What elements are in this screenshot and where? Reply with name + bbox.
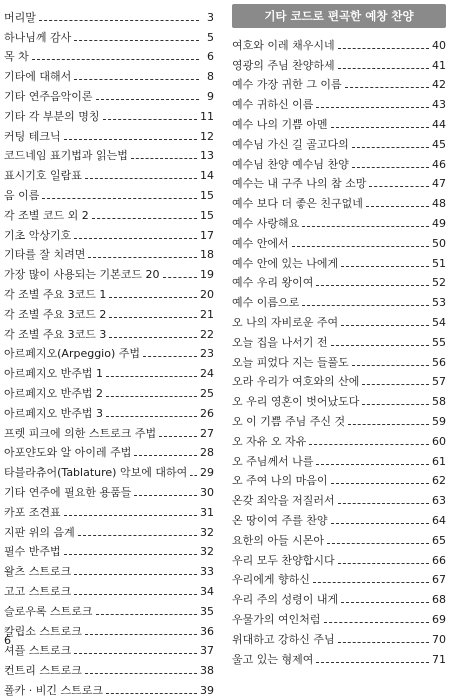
toc-entry-title: 예수님 찬양 예수님 찬양 [232, 157, 349, 171]
toc-entry [4, 380, 214, 400]
leader-dots [362, 404, 429, 405]
toc-entry-page: 18 [200, 248, 214, 262]
toc-entry-title: 아르페지오 반주법 1 [4, 367, 103, 381]
toc-entry [4, 479, 214, 499]
toc-entry-page: 30 [200, 485, 214, 499]
leader-dots [324, 622, 429, 623]
leader-dots [74, 238, 197, 239]
toc-entry-title: 오늘 피었다 지는 들풀도 [232, 355, 349, 369]
toc-entry [232, 527, 446, 547]
toc-entry-page: 28 [200, 446, 214, 460]
toc-entry-title: 표시기호 일람표 [4, 169, 82, 183]
toc-entry-page: 3 [207, 10, 214, 24]
toc-entry [4, 459, 214, 479]
toc-entry [232, 151, 446, 171]
leader-dots [106, 693, 197, 694]
toc-entry-page: 46 [432, 157, 446, 171]
toc-entry-page: 40 [432, 38, 446, 52]
leader-dots [316, 107, 429, 108]
leader-dots [309, 444, 429, 445]
leader-dots [85, 673, 197, 674]
toc-entry-page: 36 [200, 624, 214, 638]
toc-entry-page: 15 [200, 208, 214, 222]
leader-dots [341, 602, 429, 603]
toc-entry [4, 558, 214, 578]
leader-dots [316, 464, 429, 465]
toc-entry [232, 270, 446, 290]
leader-dots [106, 416, 197, 417]
leader-dots [64, 139, 197, 140]
toc-entry [4, 261, 214, 281]
leader-dots [85, 634, 197, 635]
toc-entry-page: 49 [432, 216, 446, 230]
toc-entry-page: 56 [432, 355, 446, 369]
toc-entry-page: 39 [200, 683, 214, 697]
toc-entry-title: 컨트리 스트로크 [4, 664, 82, 678]
toc-entry [232, 289, 446, 309]
leader-dots [109, 297, 197, 298]
toc-entry-title: 기타에 대해서 [4, 70, 72, 84]
toc-entry [232, 388, 446, 408]
toc-entry-page: 44 [432, 117, 446, 131]
toc-entry [232, 448, 446, 468]
toc-entry-title: 요한의 아들 시몬아 [232, 533, 325, 547]
toc-entry-title: 타블라츄어(Tablature) 악보에 대하여 [4, 466, 188, 480]
toc-entry-page: 6 [207, 50, 214, 64]
toc-entry-title: 머리말 [4, 10, 36, 24]
leader-dots [96, 614, 197, 615]
leader-dots [163, 277, 198, 278]
toc-entry-title: 예수 이름으로 [232, 296, 300, 310]
leader-dots [331, 483, 430, 484]
toc-entry-title: 온 땅이여 주를 찬양 [232, 513, 328, 527]
toc-entry [232, 171, 446, 191]
toc-entry-title: 지판 위의 음계 [4, 525, 75, 539]
toc-entry-page: 33 [200, 565, 214, 579]
toc-entry-page: 27 [200, 426, 214, 440]
toc-entry [4, 360, 214, 380]
toc-entry-title: 기타를 잘 치려면 [4, 248, 86, 262]
toc-entry [4, 618, 214, 638]
toc-entry-title: 각 조별 주요 3코드 2 [4, 307, 107, 321]
toc-entry-title: 음 이름 [4, 188, 40, 202]
leader-dots [106, 396, 197, 397]
toc-entry-page: 34 [200, 584, 214, 598]
toc-entry-title: 폴카 · 비긴 스트로크 [4, 683, 103, 697]
toc-entry-title: 슬로우록 스트로크 [4, 604, 93, 618]
toc-entry [232, 507, 446, 527]
leader-dots [338, 68, 429, 69]
toc-entry-title: 예수 귀하신 이름 [232, 98, 314, 112]
leader-dots [341, 325, 429, 326]
toc-entry-title: 온갖 죄악을 저질러서 [232, 494, 335, 508]
toc-entry [232, 586, 446, 606]
toc-entry-title: 아르페지오(Arpeggio) 주법 [4, 347, 141, 361]
leader-dots [74, 594, 197, 595]
leader-dots [331, 523, 430, 524]
toc-entry [4, 63, 214, 83]
toc-entry [232, 131, 446, 151]
toc-entry [4, 539, 214, 559]
toc-entry-page: 64 [432, 513, 446, 527]
leader-dots [32, 59, 199, 60]
toc-entry [232, 626, 446, 646]
toc-entry-title: 셔플 스트로크 [4, 644, 72, 658]
toc-entry [232, 111, 446, 131]
toc-entry [232, 428, 446, 448]
toc-entry-page: 22 [200, 327, 214, 341]
toc-entry-page: 32 [200, 545, 214, 559]
toc-entry [4, 657, 214, 677]
toc-entry-title: 예수 안에서 [232, 236, 289, 250]
toc-entry-title: 칼립소 스트로크 [4, 624, 82, 638]
toc-entry-page: 55 [432, 335, 446, 349]
leader-dots [109, 317, 197, 318]
toc-entry-page: 8 [207, 70, 214, 84]
toc-entry-page: 71 [432, 652, 446, 666]
toc-entry-page: 42 [432, 78, 446, 92]
toc-entry [232, 369, 446, 389]
toc-entry [232, 329, 446, 349]
leader-dots [352, 147, 429, 148]
leader-dots [338, 563, 429, 564]
toc-entry [4, 321, 214, 341]
toc-entry-page: 26 [200, 406, 214, 420]
toc-entry-title: 예수 안에 있는 나에게 [232, 256, 339, 270]
toc-entry-title: 필수 반주법 [4, 545, 61, 559]
toc-entry-page: 66 [432, 553, 446, 567]
toc-entry-title: 예수 우리 왕이여 [232, 276, 314, 290]
toc-entry-title: 기타 각 부분의 명칭 [4, 109, 100, 123]
toc-entry-page: 45 [432, 137, 446, 151]
toc-entry [4, 182, 214, 202]
leader-dots [352, 167, 429, 168]
toc-entry-page: 65 [432, 533, 446, 547]
toc-entry [232, 190, 446, 210]
toc-entry-page: 67 [432, 573, 446, 587]
toc-entry-title: 아르페지오 반주법 3 [4, 406, 103, 420]
leader-dots [64, 554, 197, 555]
toc-right-column [232, 4, 446, 666]
toc-entry [4, 341, 214, 361]
toc-entry-title: 오 우리 영혼이 벗어났도다 [232, 395, 360, 409]
toc-entry-page: 24 [200, 367, 214, 381]
leader-dots [292, 246, 429, 247]
leader-dots [352, 365, 429, 366]
toc-entry-page: 61 [432, 454, 446, 468]
toc-entry-page: 54 [432, 315, 446, 329]
toc-entry-page: 69 [432, 612, 446, 626]
leader-dots [327, 543, 429, 544]
leader-dots [74, 653, 197, 654]
toc-entry [232, 646, 446, 666]
leader-dots [85, 178, 197, 179]
toc-entry-title: 커팅 테크닉 [4, 129, 61, 143]
toc-entry-title: 기타 연주음악이론 [4, 89, 93, 103]
leader-dots [302, 226, 429, 227]
toc-entry-title: 프렛 피크에 의한 스트로크 주법 [4, 426, 157, 440]
toc-entry-page: 23 [200, 347, 214, 361]
toc-entry-title: 여호와 이레 채우시네 [232, 38, 335, 52]
toc-entry [4, 162, 214, 182]
toc-entry [4, 222, 214, 242]
toc-entry [4, 420, 214, 440]
toc-entry [232, 487, 446, 507]
toc-entry-page: 62 [432, 474, 446, 488]
toc-entry-page: 48 [432, 197, 446, 211]
toc-entry-title: 하나님께 감사 [4, 30, 72, 44]
toc-entry-page: 59 [432, 414, 446, 428]
leader-dots [190, 475, 197, 476]
toc-entry-title: 가장 많이 사용되는 기본코드 20 [4, 268, 160, 282]
toc-entry [4, 677, 214, 697]
toc-entry-title: 왈츠 스트로크 [4, 565, 72, 579]
toc-entry-page: 31 [200, 505, 214, 519]
toc-entry [232, 91, 446, 111]
toc-entry [4, 4, 214, 24]
toc-entry-title: 카포 조견표 [4, 505, 61, 519]
toc-entry-page: 37 [200, 644, 214, 658]
toc-entry-title: 예수님 가신 길 골고다의 [232, 137, 349, 151]
toc-entry-page: 14 [200, 169, 214, 183]
leader-dots [74, 40, 199, 41]
leader-dots [92, 218, 197, 219]
toc-entry [232, 408, 446, 428]
toc-entry-title: 각 조별 주요 3코드 1 [4, 287, 107, 301]
toc-entry-page: 60 [432, 434, 446, 448]
leader-dots [345, 87, 429, 88]
toc-entry-page: 29 [200, 466, 214, 480]
leader-dots [302, 305, 429, 306]
toc-entry [4, 44, 214, 64]
toc-entry-title: 오 주여 나의 마음이 [232, 474, 328, 488]
toc-entry-page: 50 [432, 236, 446, 250]
toc-entry-title: 각 조별 주요 3코드 3 [4, 327, 107, 341]
toc-entry-title: 각 조별 코드 외 2 [4, 208, 89, 222]
leader-dots [338, 503, 429, 504]
toc-entry-title: 오라 우리가 여호와의 산에 [232, 375, 360, 389]
leader-dots [103, 119, 198, 120]
toc-entry-title: 목 차 [4, 50, 29, 64]
page-number: 6 [4, 634, 11, 647]
leader-dots [74, 79, 199, 80]
toc-entry-page: 17 [200, 228, 214, 242]
toc-entry-title: 예수는 내 구주 나의 참 소망 [232, 177, 367, 191]
leader-dots [42, 198, 197, 199]
toc-entry-title: 우리에게 향하신 [232, 573, 310, 587]
leader-dots [331, 127, 430, 128]
toc-entry-title: 우물가의 여인처럼 [232, 612, 321, 626]
toc-entry-page: 25 [200, 386, 214, 400]
toc-entry [4, 519, 214, 539]
toc-entry [4, 242, 214, 262]
toc-entry-title: 울고 있는 형제여 [232, 652, 314, 666]
leader-dots [362, 384, 429, 385]
toc-entry-page: 13 [200, 149, 214, 163]
toc-entry [4, 301, 214, 321]
leader-dots [159, 436, 197, 437]
toc-entry [232, 567, 446, 587]
toc-entry [232, 349, 446, 369]
toc-entry [4, 24, 214, 44]
toc-entry [4, 83, 214, 103]
toc-entry-page: 12 [200, 129, 214, 143]
toc-right-list [232, 32, 446, 666]
toc-entry-title: 우리 모두 찬양합시다 [232, 553, 335, 567]
toc-entry-page: 35 [200, 604, 214, 618]
toc-entry-page: 38 [200, 664, 214, 678]
toc-entry [232, 309, 446, 329]
leader-dots [313, 582, 429, 583]
toc-entry-page: 5 [207, 30, 214, 44]
toc-entry-page: 19 [200, 268, 214, 282]
leader-dots [134, 455, 197, 456]
toc-entry-title: 예수 사랑해요 [232, 216, 300, 230]
toc-entry-title: 예수 가장 귀한 그 이름 [232, 78, 342, 92]
toc-entry [232, 230, 446, 250]
toc-entry-page: 41 [432, 58, 446, 72]
leader-dots [88, 257, 197, 258]
toc-entry-page: 15 [200, 188, 214, 202]
toc-entry-title: 오 이 기쁨 주님 주신 것 [232, 414, 346, 428]
toc-entry-title: 아르페지오 반주법 2 [4, 386, 103, 400]
toc-entry [232, 547, 446, 567]
toc-left-column [4, 4, 214, 697]
toc-entry [4, 499, 214, 519]
toc-entry-page: 21 [200, 307, 214, 321]
leader-dots [74, 574, 197, 575]
toc-entry [4, 143, 214, 163]
toc-entry-title: 오늘 집을 나서기 전 [232, 335, 328, 349]
leader-dots [106, 376, 197, 377]
leader-dots [131, 158, 197, 159]
toc-entry [232, 52, 446, 72]
leader-dots [316, 285, 429, 286]
toc-entry-title: 기타 연주에 필요한 용품들 [4, 485, 132, 499]
toc-entry-title: 예수 나의 기쁨 아멘 [232, 117, 328, 131]
toc-entry-page: 11 [200, 109, 214, 123]
toc-entry [4, 103, 214, 123]
toc-entry [4, 123, 214, 143]
toc-entry-page: 52 [432, 276, 446, 290]
toc-entry-title: 아포얀도와 알 아이레 주법 [4, 446, 132, 460]
leader-dots [143, 356, 197, 357]
toc-entry-page: 63 [432, 494, 446, 508]
leader-dots [341, 266, 429, 267]
toc-entry-title: 우리 주의 성령이 내게 [232, 593, 339, 607]
toc-entry-page: 47 [432, 177, 446, 191]
toc-entry-page: 53 [432, 296, 446, 310]
leader-dots [78, 535, 197, 536]
leader-dots [338, 642, 429, 643]
toc-entry [4, 598, 214, 618]
toc-entry-title: 예수 보다 더 좋은 친구없네 [232, 197, 363, 211]
toc-entry-page: 70 [432, 632, 446, 646]
toc-entry-title: 오 주님께서 나를 [232, 454, 314, 468]
toc-entry-title: 영광의 주님 찬양하세 [232, 58, 335, 72]
leader-dots [331, 345, 430, 346]
toc-entry [4, 638, 214, 658]
toc-entry [232, 250, 446, 270]
leader-dots [39, 20, 199, 21]
toc-entry [4, 281, 214, 301]
leader-dots [109, 337, 197, 338]
toc-entry-page: 51 [432, 256, 446, 270]
toc-entry [232, 210, 446, 230]
toc-entry-title: 위대하고 강하신 주님 [232, 632, 335, 646]
toc-entry [4, 202, 214, 222]
toc-entry-page: 43 [432, 98, 446, 112]
leader-dots [316, 662, 429, 663]
leader-dots [96, 99, 199, 100]
toc-entry-page: 20 [200, 287, 214, 301]
toc-entry-title: 오 나의 자비로운 주여 [232, 315, 339, 329]
toc-entry-title: 코드네임 표기법과 읽는법 [4, 149, 128, 163]
toc-entry [4, 440, 214, 460]
leader-dots [64, 515, 197, 516]
toc-entry-page: 57 [432, 375, 446, 389]
leader-dots [134, 495, 197, 496]
toc-entry-page: 68 [432, 593, 446, 607]
toc-entry [4, 578, 214, 598]
toc-entry-page: 32 [200, 525, 214, 539]
toc-entry-page: 9 [207, 89, 214, 103]
toc-entry [4, 400, 214, 420]
section-header: 기타 코드로 편곡한 예창 찬양 [232, 4, 446, 28]
toc-entry-page: 58 [432, 395, 446, 409]
toc-entry-title: 고고 스트로크 [4, 584, 72, 598]
leader-dots [338, 48, 429, 49]
toc-entry [232, 72, 446, 92]
toc-entry-title: 기초 악상기호 [4, 228, 72, 242]
leader-dots [369, 186, 429, 187]
toc-entry [232, 32, 446, 52]
toc-entry-title: 오 자유 오 자유 [232, 434, 307, 448]
toc-entry [232, 468, 446, 488]
leader-dots [348, 424, 429, 425]
toc-entry [232, 606, 446, 626]
leader-dots [366, 206, 429, 207]
